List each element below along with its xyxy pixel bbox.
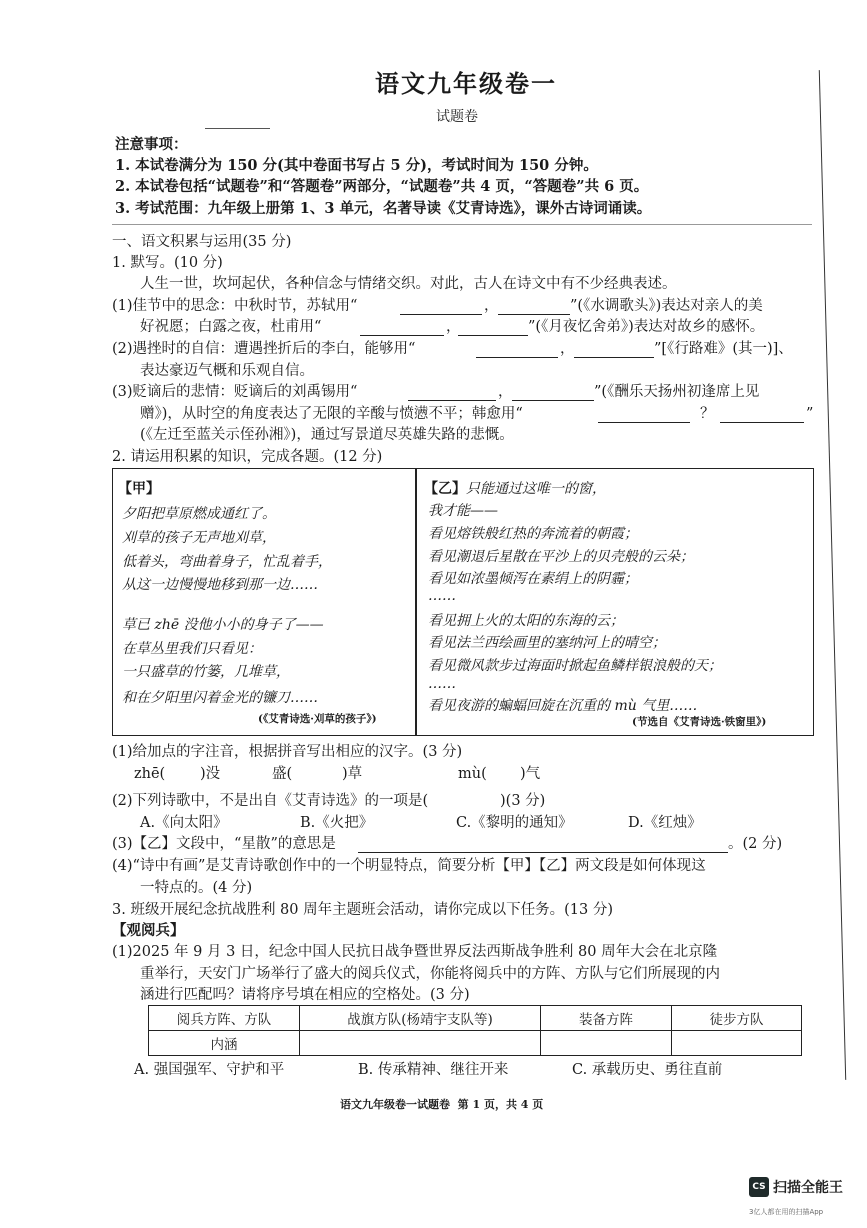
blank-9[interactable]: [598, 422, 690, 423]
poem-b-line: 看见拥上火的太阳的东海的云；: [428, 613, 624, 629]
q1-p1-line1c: ”(《水调歌头》)表达对亲人的美: [570, 298, 763, 314]
poem-b-line: 看见夜游的蝙蝠回旋在沉重的 mù 气里……: [428, 698, 698, 714]
exam-subtitle: 试题卷: [436, 109, 478, 125]
poem-a-line: 和在夕阳里闪着金光的镰刀……: [122, 690, 318, 706]
blank-3[interactable]: [360, 335, 444, 336]
table-header: 阅兵方阵、方队: [149, 1006, 300, 1031]
poem-b-line: ……: [428, 676, 456, 692]
poem-b-line: ……: [428, 588, 456, 604]
q1-title: 1. 默写。(10 分): [112, 255, 223, 271]
q1-p1-line2c: ”(《月夜忆舍弟》)表达对故乡的感怀。: [528, 319, 765, 335]
blank-2[interactable]: [498, 314, 570, 315]
poem-b-label: 【乙】: [424, 481, 466, 497]
table-answer-cell[interactable]: [541, 1031, 672, 1056]
page-edge-line: [819, 70, 846, 1080]
q2-sub1-item: )没: [200, 766, 221, 782]
poem-a-line: 从这一边慢慢地移到那一边……: [122, 577, 318, 593]
notice-divider: [112, 224, 812, 225]
q2-sub1-item: 盛(: [272, 766, 293, 782]
notice-item-2: 2. 本试卷包括“试题卷”和“答题卷”两部分，“试题卷”共 4 页，“答题卷”共 6 页。: [115, 178, 649, 195]
poem-b-line: 看见熔铁般红热的奔流着的朝霞；: [428, 526, 638, 542]
q1-p1-line1a: (1)佳节中的思念：中秋时节，苏轼用“: [112, 298, 358, 314]
q1-p2-line1b: ，: [560, 341, 575, 357]
parade-table: [148, 1005, 802, 1056]
q2-title: 2. 请运用积累的知识，完成各题。(12 分): [112, 449, 383, 465]
table-header: 徒步方队: [672, 1006, 802, 1031]
q2-option: B.《火把》: [300, 815, 374, 831]
poem-a-line: 夕阳把草原燃成通红了。: [122, 506, 276, 522]
q1-p2-line1c: ”[《行路难》(其一)]、: [654, 341, 793, 357]
poem-b-source: (节选自《艾青诗选·铁窗里》): [632, 716, 767, 728]
q1-p3-line1c: ”(《酬乐天扬州初逢席上见: [594, 384, 760, 400]
poem-b-line: 看见潮退后星散在平沙上的贝壳般的云朵；: [428, 549, 694, 565]
poem-b-line: 看见如浓墨倾泻在素绢上的阴霾；: [428, 571, 638, 587]
q1-p3-line1a: (3)贬谪后的悲情：贬谪后的刘禹锡用“: [112, 384, 358, 400]
poem-b-line: 看见微风款步过海面时掀起鱼鳞样银浪般的天；: [428, 658, 722, 674]
q1-p3-line2a: 赠》)，从时空的角度表达了无限的辛酸与愤懑不平；韩愈用“: [140, 406, 523, 422]
header-rule: [205, 128, 270, 129]
q3-p1-line1: (1)2025 年 9 月 3 日，纪念中国人民抗日战争暨世界反法西斯战争胜利 80 周年大会在北京隆: [112, 944, 718, 960]
blank-7[interactable]: [408, 400, 496, 401]
poem-a-line: 一只盛草的竹篓，几堆草，: [122, 664, 290, 680]
blank-1[interactable]: [400, 314, 482, 315]
q1-p3-line3: (《左迁至蓝关示侄孙湘》)，通过写景道尽英雄失路的悲慨。: [140, 427, 514, 443]
scanner-name: 扫描全能王: [773, 1180, 843, 1196]
q3-choice: C. 承载历史、勇往直前: [572, 1062, 723, 1078]
blank-5[interactable]: [476, 357, 558, 358]
q1-p1-line2a: 好祝愿；白露之夜，杜甫用“: [140, 319, 322, 335]
scanner-logo-icon: CS: [749, 1177, 769, 1197]
q2-sub3: (3)【乙】文段中，“星散”的意思是: [112, 836, 336, 852]
poem-a-line: 在草丛里我们只看见：: [122, 641, 262, 657]
q2-sub4-line1: (4)“诗中有画”是艾青诗歌创作中的一个明显特点，简要分析【甲】【乙】两文段是如何体现这: [112, 858, 706, 874]
table-answer-cell[interactable]: [300, 1031, 541, 1056]
q3-title: 3. 班级开展纪念抗战胜利 80 周年主题班会活动，请你完成以下任务。(13 分): [112, 902, 613, 918]
blank-8[interactable]: [512, 400, 594, 401]
q1-p2-line1a: (2)遇挫时的自信：遭遇挫折后的李白，能够用“: [112, 341, 416, 357]
poem-divider: [415, 468, 417, 736]
q1-p3-line2b: ？: [700, 406, 715, 422]
q2-sub1-item: zhē(: [134, 766, 166, 782]
q3-p1-line2: 重举行，天安门广场举行了盛大的阅兵仪式，你能将阅兵中的方阵、方队与它们所展现的内: [140, 966, 720, 982]
table-row-label: 内涵: [149, 1031, 300, 1056]
q1-p3-line2c: ”: [806, 406, 814, 422]
q1-p1-line2b: ，: [446, 319, 461, 335]
blank-4[interactable]: [458, 335, 528, 336]
q3-choice: B. 传承精神、继往开来: [358, 1062, 509, 1078]
poem-a-label: 【甲】: [118, 481, 160, 497]
q2-option: D.《红烛》: [628, 815, 702, 831]
q2-sub1: (1)给加点的字注音，根据拼音写出相应的汉字。(3 分): [112, 744, 463, 760]
q1-p3-line1b: ，: [498, 384, 513, 400]
q3-part-label: 【观阅兵】: [112, 922, 185, 939]
q1-intro: 人生一世，坎坷起伏，各种信念与情绪交织。对此，古人在诗文中有不少经典表述。: [140, 276, 677, 292]
notice-heading: 注意事项：: [115, 136, 188, 153]
poem-a-line: 低着头，弯曲着身子，忙乱着手，: [122, 554, 332, 570]
q2-sub1-item: mù(: [458, 766, 487, 782]
q2-sub2-end: )(3 分): [500, 793, 546, 809]
poem-a-line: 刈草的孩子无声地刈草，: [122, 530, 276, 546]
q2-sub1-item: )草: [342, 766, 363, 782]
blank-11[interactable]: [358, 852, 728, 853]
scanner-tagline: 3亿人都在用的扫描App: [749, 1208, 824, 1216]
q3-choice: A. 强国强军、守护和平: [134, 1062, 285, 1078]
q2-sub2: (2)下列诗歌中，不是出自《艾青诗选》的一项是(: [112, 793, 429, 809]
blank-6[interactable]: [574, 357, 654, 358]
q2-sub4-line2: 一特点的。(4 分): [140, 880, 253, 896]
poem-a-line: 草已 zhē 没他小小的身子了——: [122, 617, 324, 633]
poem-b-line: 我才能——: [428, 503, 498, 519]
q2-sub1-item: )气: [520, 766, 541, 782]
poem-a-source: (《艾青诗选·刈草的孩子》): [258, 713, 377, 725]
table-header: 战旗方队(杨靖宇支队等): [300, 1006, 541, 1031]
q1-p1-line1b: ，: [484, 298, 499, 314]
q1-p2-line2: 表达豪迈气概和乐观自信。: [140, 363, 314, 379]
blank-10[interactable]: [720, 422, 804, 423]
q3-p1-line3: 涵进行匹配吗？请将序号填在相应的空格处。(3 分): [140, 987, 470, 1003]
page-footer: 语文九年级卷一试题卷 第 1 页，共 4 页: [340, 1098, 544, 1111]
poem-b-line: 看见法兰西绘画里的塞纳河上的晴空；: [428, 635, 666, 651]
q2-option: A.《向太阳》: [140, 815, 228, 831]
section1-heading: 一、语文积累与运用(35 分): [112, 234, 292, 250]
exam-title: 语文九年级卷一: [375, 69, 557, 98]
q2-sub3-end: 。(2 分): [728, 836, 783, 852]
notice-item-3: 3. 考试范围：九年级上册第 1、3 单元，名著导读《艾青诗选》，课外古诗词诵读。: [115, 200, 652, 217]
q2-option: C.《黎明的通知》: [456, 815, 573, 831]
notice-item-1: 1. 本试卷满分为 150 分(其中卷面书写占 5 分)，考试时间为 150 分钟。: [115, 157, 598, 174]
table-header: 装备方阵: [541, 1006, 672, 1031]
table-answer-cell[interactable]: [672, 1031, 802, 1056]
poem-b-line: 只能通过这唯一的窗，: [466, 481, 606, 497]
